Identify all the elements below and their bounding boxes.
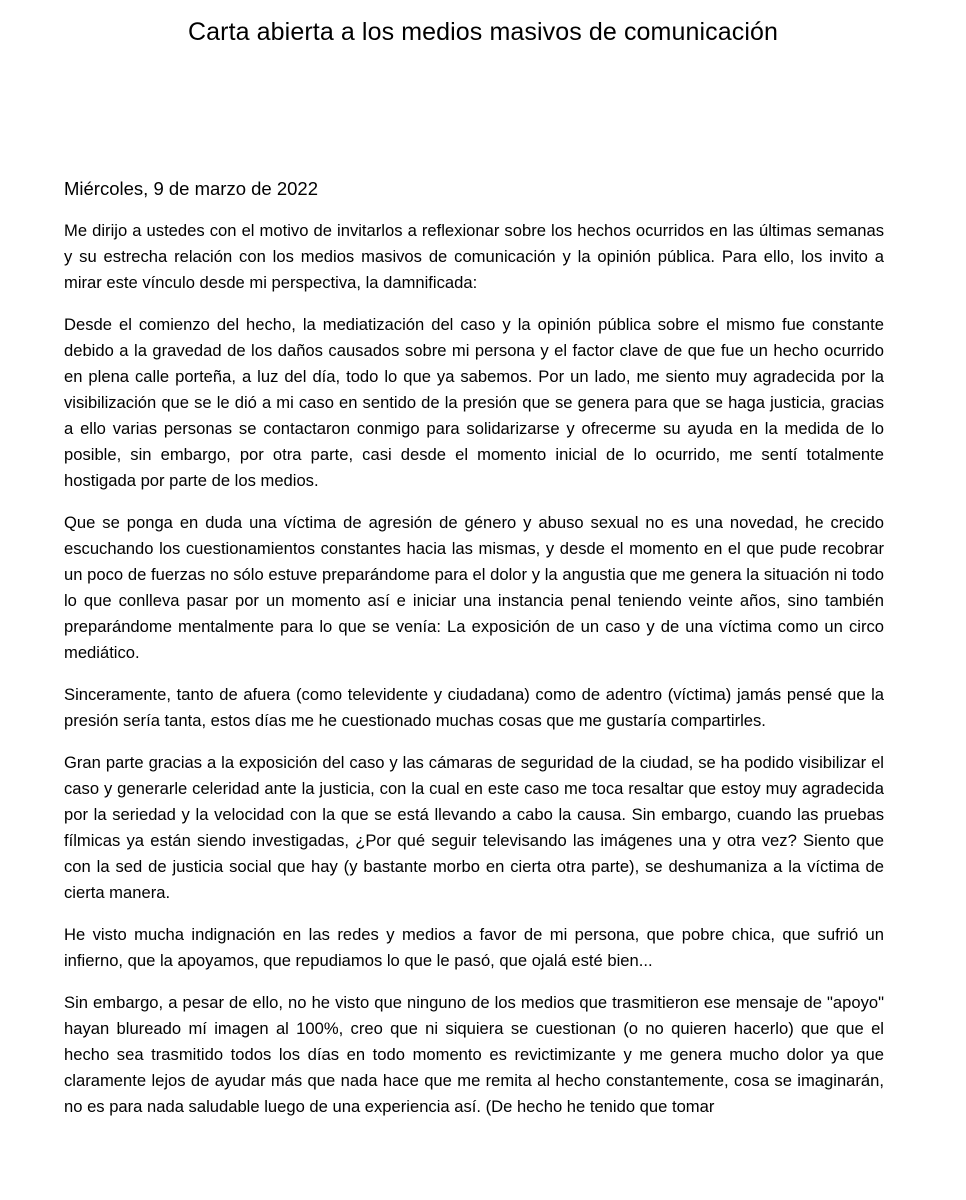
paragraph-5: Gran parte gracias a la exposición del caso y las cámaras de seguridad de la ciudad, se ha podido visibilizar el caso y generarle celeridad ante la justicia, con la cual en este caso me toca resaltar que estoy muy agradecida por la seriedad y la velocidad con la que se está llevando a cabo la causa. Sin embargo, cuando las pruebas fílmicas ya están siendo investigadas, ¿Por qué seguir televisando las imágenes una y otra vez? Siento que con la sed de justicia social que hay (y bastante morbo en cierta otra parte), se deshumaniza a la víctima de cierta manera. <box>64 753 884 902</box>
paragraph-3: Que se ponga en duda una víctima de agresión de género y abuso sexual no es una novedad, he crecido escuchando los cuestionamientos constantes hacia las mismas, y desde el momento en el que pude recobrar un poco de fuerzas no sólo estuve preparándome para el dolor y la angustia que me genera la situación ni todo lo que conlleva pasar por un momento así e iniciar una instancia penal teniendo veinte años, sino también preparándome mentalmente para lo que se venía: La exposición de un caso y de una víctima como un circo mediático. <box>64 513 884 662</box>
paragraph-1: Me dirijo a ustedes con el motivo de invitarlos a reflexionar sobre los hechos ocurridos en las últimas semanas y su estrecha relación con los medios masivos de comunicación y la opinión pública. Para ello, los invito a mirar este vínculo desde mi perspectiva, la damnificada: <box>64 221 884 292</box>
paragraph-4: Sinceramente, tanto de afuera (como televidente y ciudadana) como de adentro (víctima) jamás pensé que la presión sería tanta, estos días me he cuestionado muchas cosas que me gustaría compartirles. <box>64 685 884 730</box>
letter-date: Miércoles, 9 de marzo de 2022 <box>64 178 318 199</box>
paragraph-6: He visto mucha indignación en las redes y medios a favor de mi persona, que pobre chica, que sufrió un infierno, que la apoyamos, que repudiamos lo que le pasó, que ojalá esté bien... <box>64 925 884 970</box>
paragraph-7: Sin embargo, a pesar de ello, no he visto que ninguno de los medios que trasmitieron ese mensaje de "apoyo" hayan blureado mí imagen al 100%, creo que ni siquiera se cuestionan (o no quieren hacerlo) que que el hecho sea trasmitido todos los días en todo momento es revictimizante y me genera mucho dolor ya que claramente lejos de ayudar más que nada hace que me remita al hecho constantemente, cosa se imaginarán, no es para nada saludable luego de una experiencia así. (De hecho he tenido que tomar <box>64 993 884 1116</box>
letter-title: Carta abierta a los medios masivos de comunicación <box>188 18 778 46</box>
paragraph-2: Desde el comienzo del hecho, la mediatización del caso y la opinión pública sobre el mismo fue constante debido a la gravedad de los daños causados sobre mi persona y el factor clave de que fue un hecho ocurrido en plena calle porteña, a luz del día, todo lo que ya sabemos. Por un lado, me siento muy agradecida por la visibilización que se le dió a mi caso en sentido de la presión que se genera para que se haga justicia, gracias a ello varias personas se contactaron conmigo para solidarizarse y ofrecerme su ayuda en la medida de lo posible, sin embargo, por otra parte, casi desde el momento inicial de lo ocurrido, me sentí totalmente hostigada por parte de los medios. <box>64 315 884 490</box>
letter-body <box>64 218 884 1120</box>
